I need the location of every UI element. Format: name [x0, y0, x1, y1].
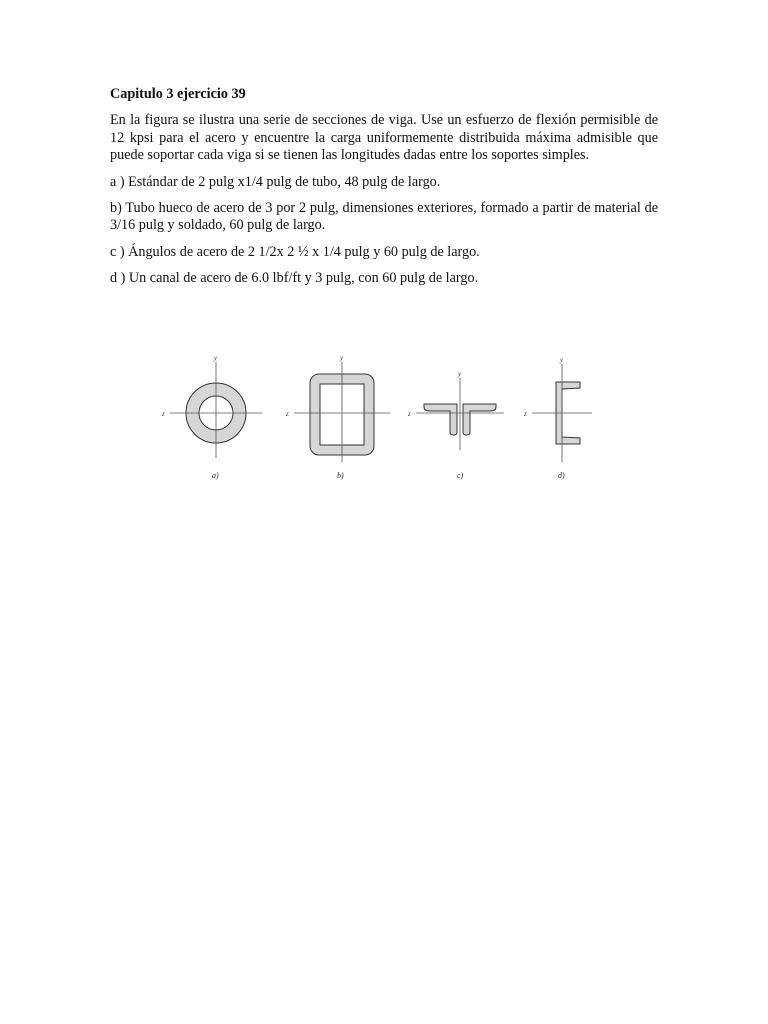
beam-sections-svg: [150, 350, 610, 485]
axis-label-y-b: y: [340, 354, 344, 362]
section-b-rect-tube: [285, 354, 390, 480]
axis-label-z-a: z: [162, 410, 165, 418]
beam-sections-figure: [150, 350, 610, 485]
caption-d: d): [558, 471, 565, 480]
document-title: Capitulo 3 ejercicio 39: [110, 86, 246, 102]
axis-label-y-c: y: [458, 370, 462, 378]
section-c-double-angle: [407, 370, 504, 480]
axis-label-y-d: y: [560, 356, 564, 364]
problem-statement: En la figura se ilustra una serie de secciones de viga. Use un esfuerzo de flexión permisible de 12 kpsi para el acero y encuentre la carga uniformemente distribuida máxima admisible que puede soportar cada viga si se tienen las longitudes dadas entre los soportes simples.: [110, 112, 658, 164]
axis-label-z-c: z: [408, 410, 411, 418]
angle-left: [424, 404, 457, 435]
item-b: b) Tubo hueco de acero de 3 por 2 pulg, dimensiones exteriores, formado a partir de material de 3/16 pulg y soldado, 60 pulg de largo.: [110, 200, 658, 234]
caption-a: a): [212, 471, 219, 480]
axis-label-z-b: z: [286, 410, 289, 418]
axis-label-z-d: z: [524, 410, 527, 418]
item-c: c ) Ángulos de acero de 2 1/2x 2 ½ x 1/4 pulg y 60 pulg de largo.: [110, 243, 480, 260]
document-body: [110, 86, 658, 297]
item-a: a ) Estándar de 2 pulg x1/4 pulg de tubo, 48 pulg de largo.: [110, 173, 441, 190]
section-a-round-tube: [161, 354, 262, 480]
section-d-channel: [523, 356, 592, 480]
caption-c: c): [457, 471, 464, 480]
angle-right: [463, 404, 496, 435]
item-d: d ) Un canal de acero de 6.0 lbf/ft y 3 pulg, con 60 pulg de largo.: [110, 270, 479, 287]
caption-b: b): [337, 471, 344, 480]
axis-label-y-a: y: [214, 354, 218, 362]
